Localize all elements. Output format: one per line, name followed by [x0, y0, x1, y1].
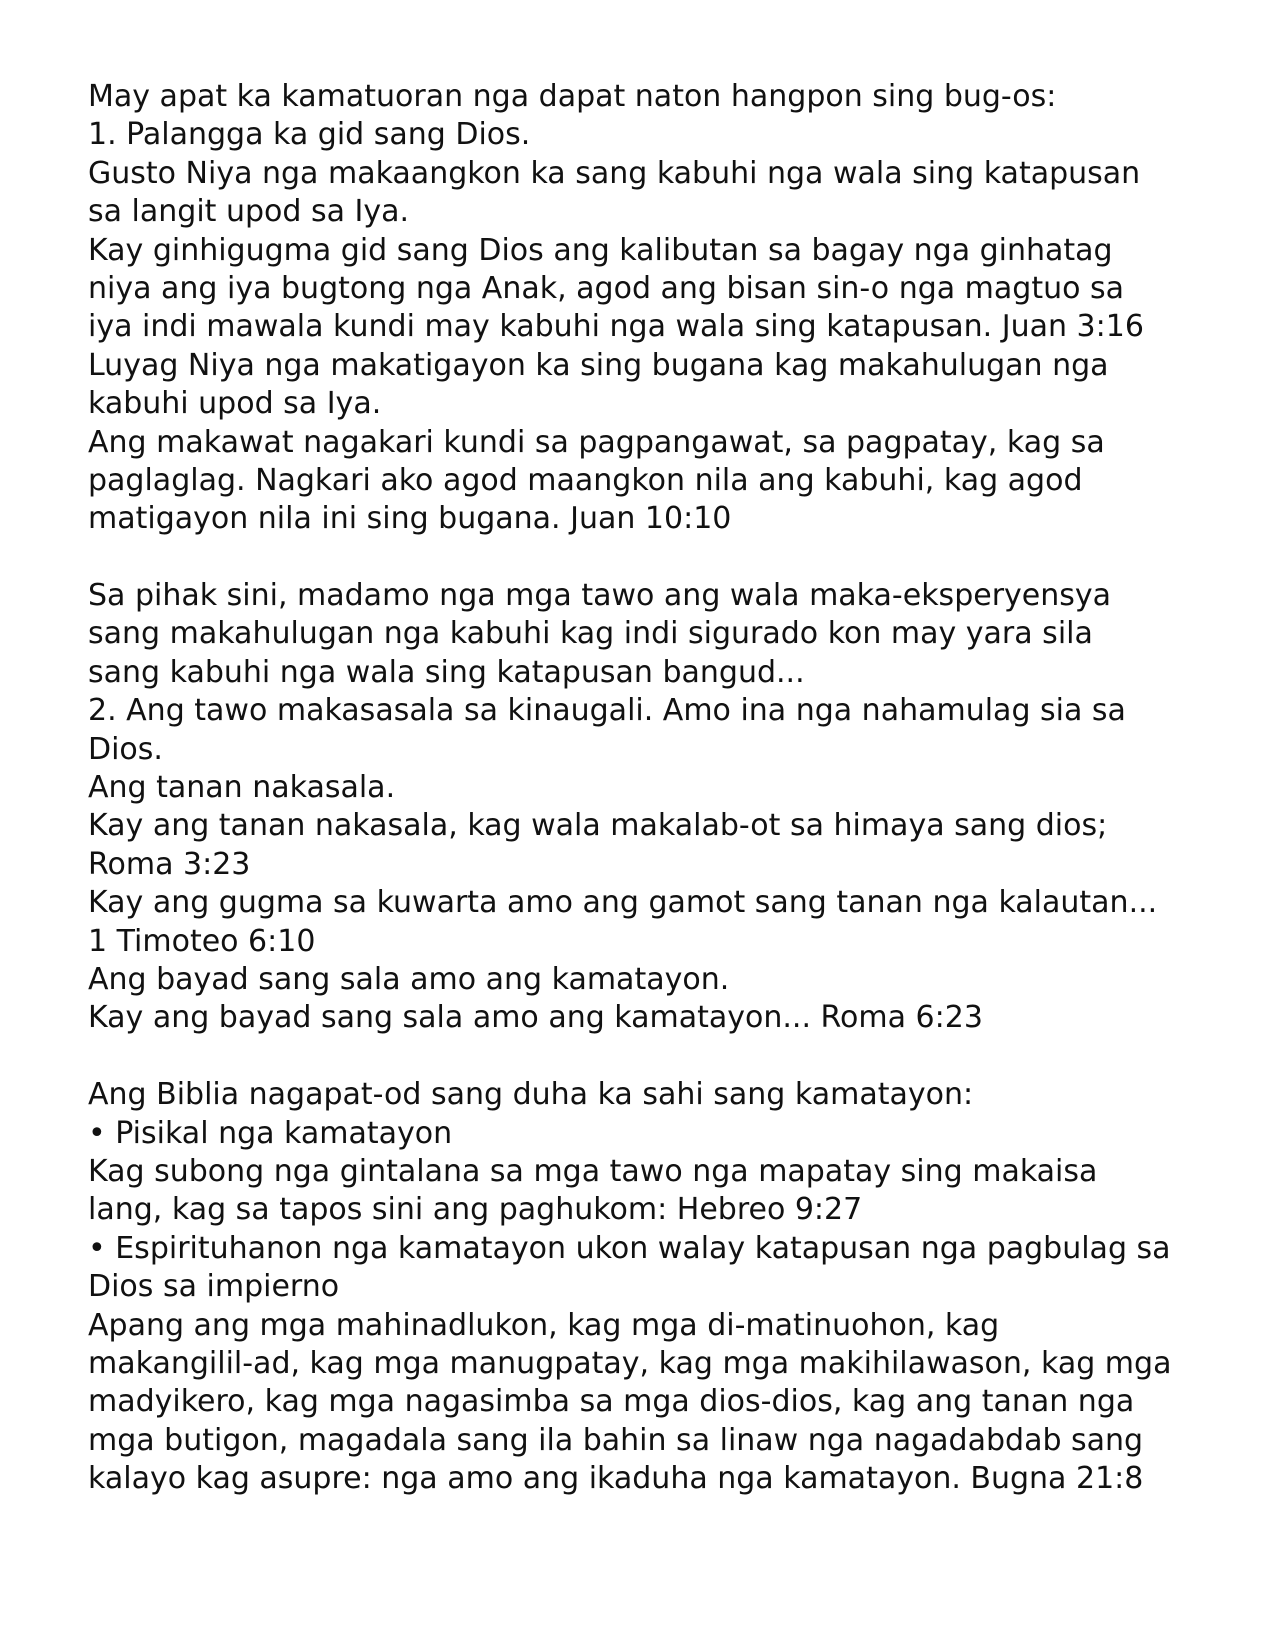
paragraph-block-1: [88, 78, 1208, 539]
paragraph-block-3: [88, 1076, 1208, 1498]
text-line: makangilil-ad, kag mga manugpatay, kag mga makihilawason, kag mga: [88, 1345, 1172, 1381]
text-line: Luyag Niya nga makatigayon ka sing bugana kag makahulugan nga: [88, 347, 1109, 383]
text-line: 2. Ang tawo makasasala sa kinaugali. Amo ina nga nahamulag sia sa: [88, 693, 1126, 729]
text-line: Kay ang bayad sang sala amo ang kamatayon... Roma 6:23: [88, 1000, 983, 1036]
text-line: Roma 3:23: [88, 846, 251, 882]
text-line: Dios sa impierno: [88, 1269, 340, 1305]
text-line: iya indi mawala kundi may kabuhi nga wala sing katapusan. Juan 3:16: [88, 309, 1144, 345]
text-line: kalayo kag asupre: nga amo ang ikaduha nga kamatayon. Bugna 21:8: [88, 1461, 1144, 1497]
text-line: Kay ang gugma sa kuwarta amo ang gamot sang tanan nga kalautan...: [88, 885, 1158, 921]
paragraph-block-2: [88, 577, 1208, 1038]
text-line: sang kabuhi nga wala sing katapusan bangud...: [88, 654, 805, 690]
text-line: Kay ang tanan nakasala, kag wala makalab-ot sa himaya sang dios;: [88, 808, 1108, 844]
text-line: sang makahulugan nga kabuhi kag indi sigurado kon may yara sila: [88, 616, 1093, 652]
text-line: Ang bayad sang sala amo ang kamatayon.: [88, 961, 730, 997]
text-line: matigayon nila ini sing bugana. Juan 10:10: [88, 501, 732, 537]
text-line: Dios.: [88, 731, 163, 767]
text-line: Kay ginhigugma gid sang Dios ang kalibutan sa bagay nga ginhatag: [88, 232, 1113, 268]
text-line: mga butigon, magadala sang ila bahin sa linaw nga nagadabdab sang: [88, 1422, 1144, 1458]
text-line: Ang tanan nakasala.: [88, 770, 396, 806]
text-line: Apang ang mga mahinadlukon, kag mga di-matinuohon, kag: [88, 1307, 1000, 1343]
paragraph-spacer: [88, 1038, 1208, 1076]
document-page: [88, 78, 1208, 1498]
text-line: Sa pihak sini, madamo nga mga tawo ang wala maka-eksperyensya: [88, 578, 1112, 614]
text-line: niya ang iya bugtong nga Anak, agod ang bisan sin-o nga magtuo sa: [88, 270, 1124, 306]
text-line: sa langit upod sa Iya.: [88, 194, 410, 230]
text-line: • Pisikal nga kamatayon: [88, 1115, 453, 1151]
text-line: 1. Palangga ka gid sang Dios.: [88, 117, 531, 153]
text-line: madyikero, kag mga nagasimba sa mga dios-dios, kag ang tanan nga: [88, 1384, 1135, 1420]
paragraph-spacer: [88, 539, 1208, 577]
text-line: May apat ka kamatuoran nga dapat naton hangpon sing bug-os:: [88, 79, 1057, 114]
text-line: • Espirituhanon nga kamatayon ukon walay katapusan nga pagbulag sa: [88, 1230, 1171, 1266]
text-line: Ang makawat nagakari kundi sa pagpangawat, sa pagpatay, kag sa: [88, 424, 1105, 460]
text-line: Gusto Niya nga makaangkon ka sang kabuhi nga wala sing katapusan: [88, 155, 1141, 191]
text-line: 1 Timoteo 6:10: [88, 923, 316, 959]
text-line: paglaglag. Nagkari ako agod maangkon nila ang kabuhi, kag agod: [88, 462, 1083, 498]
text-line: Ang Biblia nagapat-od sang duha ka sahi sang kamatayon:: [88, 1077, 974, 1113]
text-line: Kag subong nga gintalana sa mga tawo nga mapatay sing makaisa: [88, 1153, 1098, 1189]
text-line: lang, kag sa tapos sini ang paghukom: Hebreo 9:27: [88, 1192, 863, 1228]
text-line: kabuhi upod sa Iya.: [88, 386, 382, 422]
